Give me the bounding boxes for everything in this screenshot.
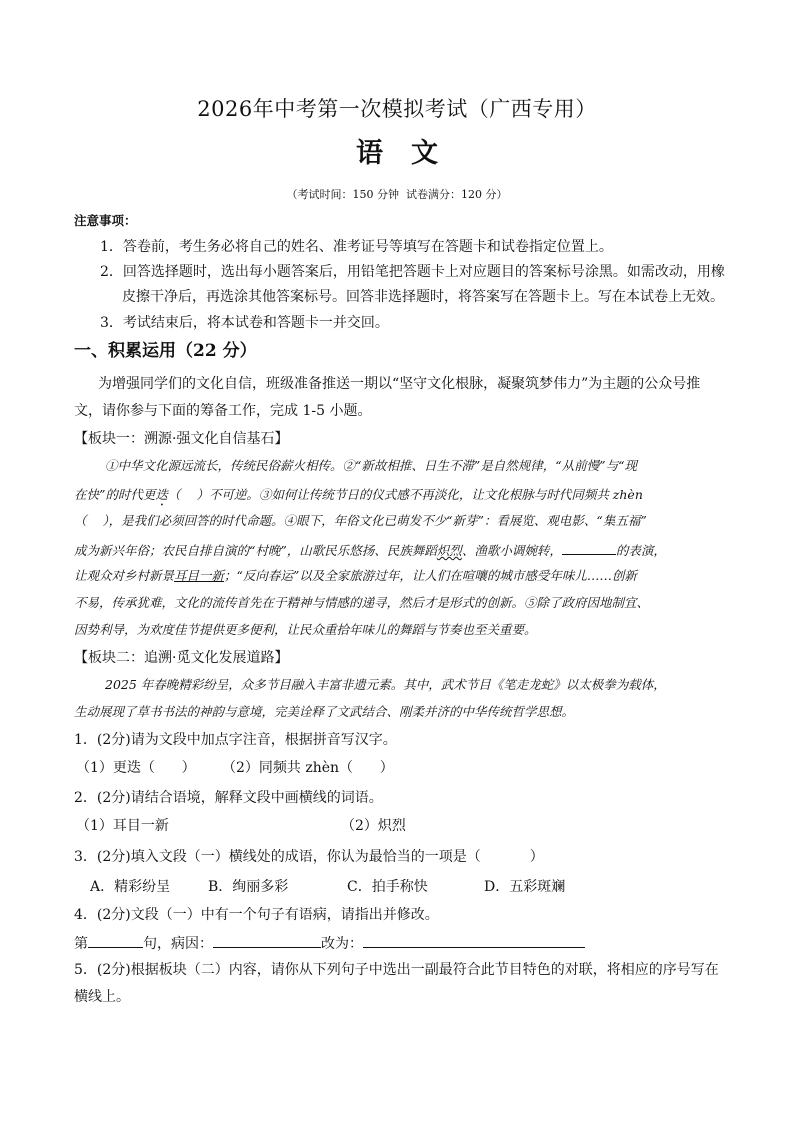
question-1-option-2: （2）同频共 zhèn（ ） xyxy=(222,760,394,776)
text-segment: ；“反向春运”以及全家旅游过年，让人们在喧嚷的城市感受年味儿……创新 xyxy=(224,568,637,583)
underlined-word: 耳目一新 xyxy=(174,568,225,583)
block-2-line-1: 2025 年春晚精彩纷呈，众多节目融入丰富非遗元素。其中，武术节目《笔走龙蛇》以太极拳为载体， xyxy=(105,677,666,692)
sentence-number-blank[interactable] xyxy=(88,935,143,948)
question-2-option-2: （2）炽烈 xyxy=(341,818,406,834)
block-1-line-4 xyxy=(74,542,666,558)
question-3-option-c[interactable]: C．拍手称快 xyxy=(347,879,428,895)
question-3-option-b[interactable]: B．绚丽多彩 xyxy=(208,879,289,895)
notes-heading: 注意事项： xyxy=(74,213,137,228)
wavy-underlined-word: 炽烈 xyxy=(436,543,462,558)
text-segment: 第 xyxy=(74,936,88,952)
note-item-2-line-2: 皮擦干净后，再选涂其他答案标号。回答非选择题时，将答案写在答题卡上。写在本试卷上无效。 xyxy=(122,289,724,305)
block-1-line-3: （ ），是我们必须回答的时代命题。④眼下，年俗文化已萌发不少“新芽”：看展览、观电影、“集五福” xyxy=(74,513,647,528)
block-1-line-7: 因势利导，为欢度佳节提供更多便利，让民众重拾年味儿的舞蹈与节奏也至关重要。 xyxy=(74,622,537,637)
text-segment: 改为： xyxy=(321,936,363,952)
question-3-option-a[interactable]: A．精彩纷呈 xyxy=(90,879,171,895)
block-2-title: 【板块二：追溯·觅文化发展道路】 xyxy=(74,650,289,666)
subject-title xyxy=(0,140,794,167)
block-1-line-5 xyxy=(74,570,637,583)
question-2-stem: 2．(2分)请结合语境，解释文段中画横线的词语。 xyxy=(74,790,383,806)
block-1-line-2 xyxy=(74,487,643,509)
section-1-title: 一、积累运用（22 分） xyxy=(74,341,257,361)
question-5-line-2: 横线上。 xyxy=(74,989,130,1005)
correction-blank[interactable] xyxy=(363,935,585,948)
block-2-line-2: 生动展现了草书书法的神韵与意境，完美诠释了文武结合、刚柔并济的中华传统哲学思想。 xyxy=(74,704,575,719)
block-1-line-1: ①中华文化源远流长，传统民俗薪火相传。②“新故相推、日生不滞”是自然规律，“从前慢”与“现 xyxy=(105,458,637,473)
text-segment: 在快”的时代更 xyxy=(74,487,156,502)
exam-info: （考试时间：150 分钟 试卷满分：120 分） xyxy=(286,188,508,201)
intro-line-2: 文，请你参与下面的筹备工作，完成 1-5 小题。 xyxy=(74,403,372,419)
note-item-3: 3．考试结束后，将本试卷和答题卡一并交回。 xyxy=(100,315,389,331)
text-segment: 句，病因： xyxy=(143,936,213,952)
cause-blank[interactable] xyxy=(213,935,321,948)
question-5-line-1: 5．(2分)根据板块（二）内容，请你从下列句子中选出一副最符合此节目特色的对联，将相应的序号写在 xyxy=(74,962,719,978)
question-4-stem: 4．(2分)文段（一）中有一个句子有语病，请指出并修改。 xyxy=(74,907,439,923)
intro-line-1: 为增强同学们的文化自信，班级准备推送一期以“坚守文化根脉，凝聚筑梦伟力”为主题的公众号推 xyxy=(98,376,701,392)
text-segment: （ ）不可逆。③如何让传统节日的仪式感不再淡化，让文化根脉与时代同频共 zhèn xyxy=(167,487,643,502)
question-3-stem: 3．(2分)填入文段（一）横线处的成语，你认为最恰当的一项是（ ） xyxy=(74,849,544,865)
exam-title: 2026年中考第一次模拟考试（广西专用） xyxy=(197,97,597,121)
text-segment: 的表演， xyxy=(615,543,666,558)
fill-blank[interactable] xyxy=(562,542,616,555)
question-2-option-1: （1）耳目一新 xyxy=(76,818,169,834)
block-1-line-6: 不易，传承犹难，文化的流传首先在于精神与情感的递寻，然后才是形式的创新。⑤除了政府因地制宜、 xyxy=(74,595,650,610)
question-4-answer-line xyxy=(74,935,585,951)
dotted-char: 迭 xyxy=(155,487,168,502)
question-3-option-d[interactable]: D．五彩斑斓 xyxy=(484,879,566,895)
text-segment: 、渔歌小调婉转， xyxy=(461,543,562,558)
block-1-title: 【板块一：溯源·强文化自信基石】 xyxy=(74,431,289,447)
question-1-option-1: （1）更迭（ ） xyxy=(76,760,196,776)
subject-char-2: 文 xyxy=(411,138,438,169)
question-1-stem: 1．(2分)请为文段中加点字注音，根据拼音写汉字。 xyxy=(74,732,397,748)
text-segment: 成为新兴年俗；农民自排自演的“村晚”，山歌民乐悠扬、民族舞蹈 xyxy=(74,543,437,558)
text-segment: 让观众对乡村新景 xyxy=(74,568,175,583)
note-item-1: 1．答卷前，考生务必将自己的姓名、准考证号等填写在答题卡和试卷指定位置上。 xyxy=(100,239,613,255)
subject-char-1: 语 xyxy=(356,138,383,169)
note-item-2-line-1: 2．回答选择题时，选出每小题答案后，用铅笔把答题卡上对应题目的答案标号涂黑。如需改动，用橡 xyxy=(100,264,725,280)
